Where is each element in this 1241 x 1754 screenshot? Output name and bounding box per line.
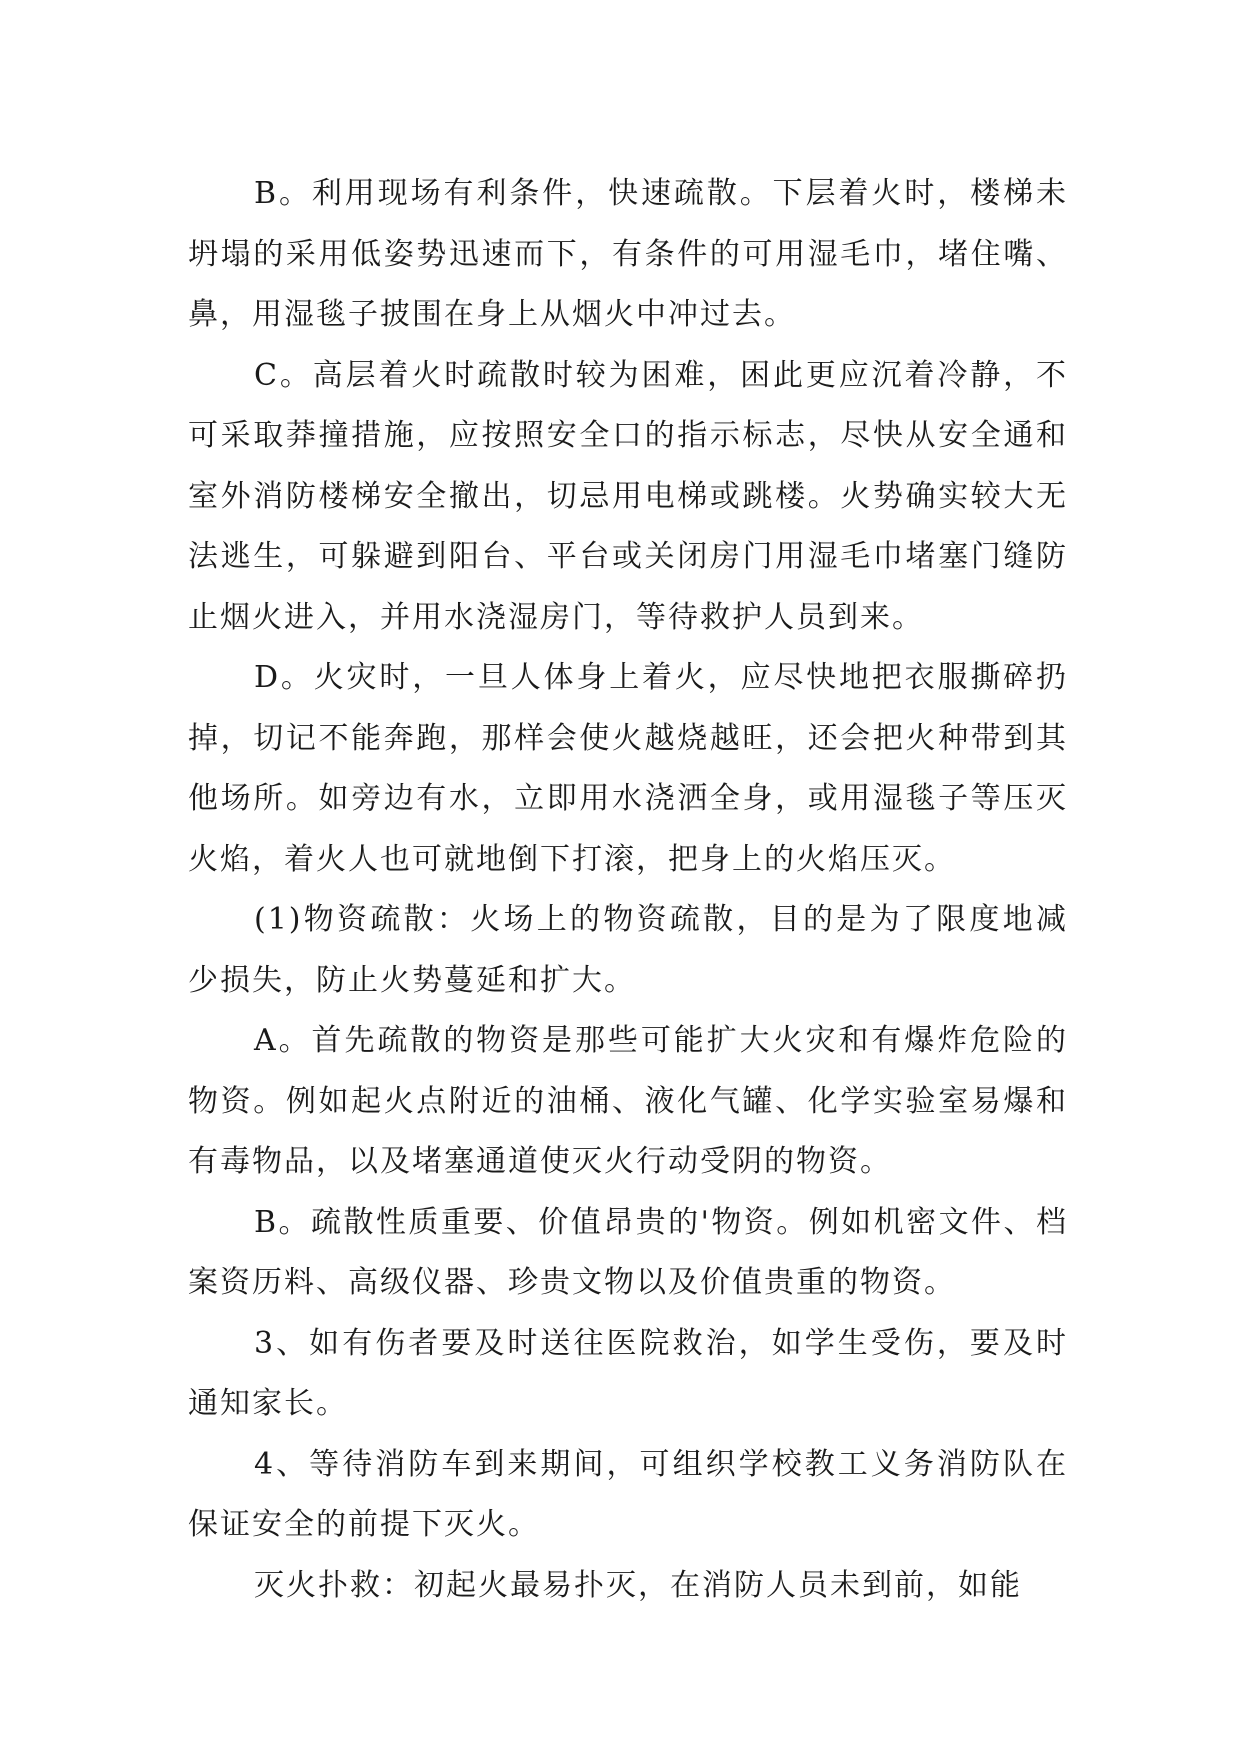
paragraph-a-materials: A。首先疏散的物资是那些可能扩大火灾和有爆炸危险的物资。例如起火点附近的油桶、液化气罐、化学实验室易爆和有毒物品，以及堵塞通道使灭火行动受阴的物资。 (188, 1023, 1068, 1179)
paragraph-extinguish: 灭火扑救：初起火最易扑灭，在消防人员未到前，如能 (254, 1567, 1022, 1603)
paragraph-3-injured: 3、如有伤者要及时送往医院救治，如学生受伤，要及时通知家长。 (188, 1325, 1068, 1421)
paragraph-4-fire-truck: 4、等待消防车到来期间，可组织学校教工义务消防队在保证安全的前提下灭火。 (188, 1446, 1068, 1542)
paragraph-d-body-fire: D。火灾时，一旦人体身上着火，应尽快地把衣服撕碎扔掉，切记不能奔跑，那样会使火越烧越旺，还会把火种带到其他场所。如旁边有水，立即用水浇洒全身，或用湿毯子等压灭火焰，着火人也可就地倒下打滚，把身上的火焰压灭。 (188, 660, 1068, 877)
paragraph-c-high-floor: C。高层着火时疏散时较为困难，困此更应沉着冷静，不可采取莽撞措施，应按照安全口的指示标志，尽快从安全通和室外消防楼梯安全撤出，切忌用电梯或跳楼。火势确实较大无法逃生，可躲避到阳台、平台或关闭房门用湿毛巾堵塞门缝防止烟火进入，并用水浇湿房门，等待救护人员到来。 (188, 357, 1068, 635)
paragraph-b-materials: B。疏散性质重要、价值昂贵的'物资。例如机密文件、档案资历料、高级仪器、珍贵文物以及价值贵重的物资。 (188, 1204, 1068, 1300)
paragraph-material-evacuation: (1)物资疏散：火场上的物资疏散，目的是为了限度地减少损失，防止火势蔓延和扩大。 (188, 902, 1068, 998)
document-body (188, 164, 1068, 1616)
paragraph-b-evacuation: B。利用现场有利条件，快速疏散。下层着火时，楼梯未坍塌的采用低姿势迅速而下，有条件的可用湿毛巾，堵住嘴、鼻，用湿毯子披围在身上从烟火中冲过去。 (188, 176, 1068, 332)
